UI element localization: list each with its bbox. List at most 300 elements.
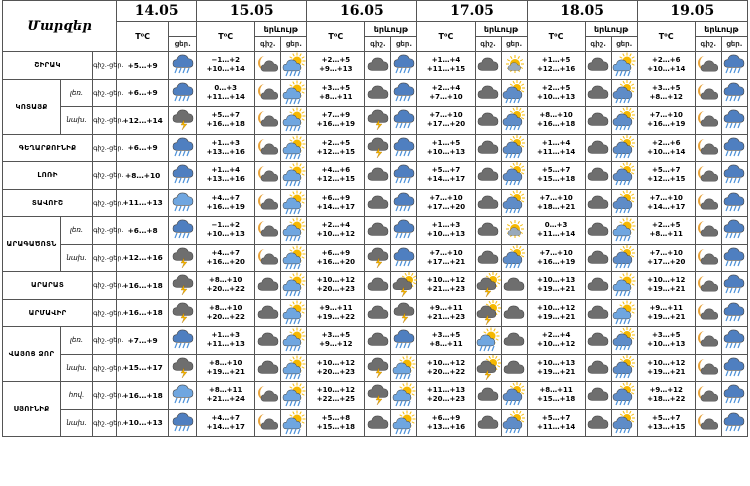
thunderstorm-icon [169,299,197,327]
day-header: ցեր. [169,37,197,52]
temp-header: T⁰C [527,22,585,52]
night-temp: +6…+9 [431,413,461,422]
temperature-cell [417,244,475,272]
day-temp: +16…+19 [316,120,355,129]
temperature-cell [417,107,475,135]
night-temp: +8…+10 [539,111,573,120]
sun-rain-icon [611,354,637,382]
cloud-icon [585,107,611,135]
day-temp: +12…+15 [316,175,355,184]
temperature-cell [527,272,585,300]
sun-rain-icon [501,107,527,135]
rain-icon [721,52,747,80]
rain-icon [169,327,197,355]
day-temp: +8…+11 [319,92,353,101]
zone-label: լեռ. [61,217,93,245]
cloud-moon-icon [695,409,721,437]
night-temp: +2…+4 [541,331,571,340]
period-label: գիշ.-ցեր. [93,79,117,107]
day-temp: +13…+16 [206,147,245,156]
temperature-cell [307,327,365,355]
day-temp: +16…+20 [316,257,355,266]
night-temp: +11…+13 [426,386,466,395]
day-temp: +16…+19 [647,120,686,129]
cloud-icon [475,162,501,190]
weather-header: երևույթ [695,22,747,37]
cloud-icon [475,244,501,272]
day-header: ցեր. [721,37,747,52]
thunderstorm-icon [365,134,391,162]
temperature-cell [197,382,255,410]
region-name: ՎԱՅՈՑ ՁՈՐ [3,327,61,382]
temperature-cell: +6…+9 [117,134,169,162]
sun-rain-icon [611,189,637,217]
temperature-cell: +12…+16 [117,244,169,272]
temperature-cell [527,217,585,245]
night-temp: +1…+3 [431,221,461,230]
cloud-icon [365,217,391,245]
temperature-cell [307,299,365,327]
night-temp: +7…+10 [429,193,463,202]
temperature-cell [307,162,365,190]
day-temp: +8…+11 [429,340,463,349]
night-temp: +4…+6 [321,166,351,175]
temp-header: T⁰C [417,22,475,52]
rain-icon [169,134,197,162]
night-temp: +3…+5 [431,331,461,340]
temperature-cell: +10…+13 [117,409,169,437]
thunderstorm-icon [169,272,197,300]
day-temp: +16…+20 [206,257,245,266]
partly-cloudy-icon [281,52,307,80]
day-temp: +20…+23 [316,367,355,376]
day-temp: +16…+18 [206,120,245,129]
partly-cloudy-icon [281,134,307,162]
weather-header: երևույթ [365,22,417,37]
night-temp: +4…+7 [211,413,240,422]
night-temp: +7…+10 [539,193,573,202]
period-label: գիշ.-ցեր. [93,189,117,217]
thunderstorm-icon [365,244,391,272]
day-temp: +13…+15 [647,422,686,431]
night-temp: +5…+7 [541,413,571,422]
cloud-icon [501,299,527,327]
sun-rain-icon [501,244,527,272]
temperature-cell: +16…+18 [117,272,169,300]
temperature-cell [527,382,585,410]
day-temp: +10…+12 [536,340,576,349]
temp-header: T⁰C [307,22,365,52]
temperature-cell [197,134,255,162]
night-temp: +7…+10 [539,248,573,257]
temperature-cell [527,79,585,107]
cloud-icon [585,52,611,80]
period-label: գիշ.-ցեր. [93,327,117,355]
temperature-cell [637,382,695,410]
rain-icon [391,79,417,107]
night-temp: +5…+7 [431,166,461,175]
cloud-icon [585,354,611,382]
temperature-cell [307,52,365,80]
night-temp: +7…+10 [429,111,463,120]
cloud-moon-icon [695,354,721,382]
partly-cloudy-icon [611,217,637,245]
day-temp: +10…+13 [426,147,466,156]
day-temp: +13…+16 [206,175,245,184]
temperature-cell [417,272,475,300]
day-temp: +9…+13 [319,65,353,74]
day-temp: +11…+14 [536,230,576,239]
temperature-cell [307,79,365,107]
period-label: գիշ.-ցեր. [93,272,117,300]
day-temp: +17…+20 [426,120,466,129]
partly-cloudy-icon [611,272,637,300]
day-temp: +13…+16 [426,422,466,431]
temperature-cell [197,299,255,327]
temperature-cell [527,189,585,217]
cloud-moon-icon [695,217,721,245]
rain-icon [721,79,747,107]
temperature-cell [417,217,475,245]
night-temp: +5…+8 [321,413,351,422]
date-header: 14.05 [117,1,197,22]
weather-header: երևույթ [475,22,527,37]
cloud-moon-icon [255,382,281,410]
weather-header: երևույթ [255,22,307,37]
temperature-cell [197,244,255,272]
temperature-cell [417,134,475,162]
date-header: 15.05 [197,1,307,22]
day-header: ցեր. [611,37,637,52]
day-temp: +19…+21 [536,367,576,376]
night-temp: +3…+5 [321,331,351,340]
temperature-cell [307,382,365,410]
cloud-icon [501,354,527,382]
cloud-icon [475,134,501,162]
night-temp: +2…+5 [541,83,571,92]
temperature-cell [197,217,255,245]
rain-icon [391,107,417,135]
partly-cloudy-icon [281,354,307,382]
sun-rain-icon [611,244,637,272]
cloud-icon [585,217,611,245]
night-temp: +1…+4 [541,138,571,147]
day-temp: +22…+25 [316,395,355,404]
temperature-cell [637,354,695,382]
day-temp: +17…+20 [426,202,466,211]
weather-header: երևույթ [585,22,637,37]
partly-cloudy-icon [281,162,307,190]
temperature-cell [637,244,695,272]
sun-thunderstorm-icon [391,272,417,300]
day-temp: +11…+14 [536,147,576,156]
night-temp: +8…+10 [209,303,243,312]
day-temp: +18…+21 [536,202,576,211]
cloud-moon-icon [695,107,721,135]
region-name: ՇԻՐԱԿ [3,52,93,80]
temperature-cell [637,299,695,327]
partly-cloudy-icon [281,189,307,217]
day-temp: +14…+17 [426,175,466,184]
cloud-moon-icon [695,134,721,162]
rain-icon [721,107,747,135]
temperature-cell [637,107,695,135]
day-temp: +10…+14 [206,65,245,74]
temperature-cell [527,244,585,272]
night-temp: +5…+7 [541,166,571,175]
sun-rain-icon [611,162,637,190]
cloud-icon [585,244,611,272]
zone-label: նախ. [61,107,93,135]
temperature-cell [527,354,585,382]
temperature-cell [637,79,695,107]
night-temp: +10…+12 [647,276,686,285]
temperature-cell: +7…+9 [117,327,169,355]
day-temp: +15…+18 [536,395,576,404]
sun-rain-icon [501,134,527,162]
cloud-icon [585,409,611,437]
temperature-cell [307,244,365,272]
cloud-moon-icon [695,382,721,410]
day-temp: +10…+14 [647,65,686,74]
temperature-cell [417,79,475,107]
rain-icon [169,217,197,245]
cloud-icon [501,272,527,300]
day-temp: +21…+23 [426,312,466,321]
thunderstorm-icon [365,354,391,382]
temperature-cell [527,162,585,190]
day-temp: +14…+17 [206,422,245,431]
cloud-icon [365,162,391,190]
temperature-cell [197,189,255,217]
sun-icon [501,52,527,80]
night-header: գիշ. [585,37,611,52]
sun-rain-icon [611,382,637,410]
rain-icon [721,162,747,190]
day-temp: +10…+12 [316,230,355,239]
rain-icon [721,217,747,245]
rain-icon [391,134,417,162]
night-temp: +8…+11 [209,386,243,395]
zone-label: լեռ. [61,327,93,355]
temperature-cell [527,299,585,327]
night-temp: +8…+10 [209,276,243,285]
cloud-icon [365,79,391,107]
cloud-moon-icon [255,162,281,190]
cloud-moon-icon [255,107,281,135]
day-temp: +15…+18 [316,422,355,431]
night-temp: +3…+5 [321,83,351,92]
thunderstorm-icon [365,382,391,410]
day-temp: +18…+22 [647,395,686,404]
cloud-icon [475,409,501,437]
night-temp: +8…+10 [209,358,243,367]
temperature-cell [417,189,475,217]
day-temp: +9…+12 [319,340,353,349]
cloud-icon [585,327,611,355]
temp-header: T⁰C [197,22,255,52]
night-temp: +2…+4 [321,221,351,230]
day-temp: +10…+13 [647,340,686,349]
night-temp: +3…+5 [651,83,681,92]
cloud-icon [585,189,611,217]
period-label: գիշ.-ցեր. [93,382,117,410]
rain-icon [721,134,747,162]
cloud-icon [585,162,611,190]
day-temp: +16…+19 [536,257,576,266]
region-name: ԱՐՄԱՎԻՐ [3,299,93,327]
temperature-cell: +5…+9 [117,52,169,80]
night-temp: +2…+5 [651,221,681,230]
day-temp: +20…+22 [206,312,245,321]
temperature-cell [417,409,475,437]
day-temp: +19…+21 [536,285,576,294]
temperature-cell [197,52,255,80]
sun-rain-icon [611,327,637,355]
cloud-rain-icon [169,189,197,217]
temperature-cell [197,79,255,107]
cloud-moon-icon [695,79,721,107]
night-temp: +7…+10 [649,111,683,120]
sun-rain-icon [501,382,527,410]
temperature-cell [307,189,365,217]
night-temp: +10…+13 [536,276,576,285]
partly-cloudy-icon [281,244,307,272]
cloud-icon [365,52,391,80]
period-label: գիշ.-ցեր. [93,409,117,437]
rain-icon [169,162,197,190]
temperature-cell: +16…+18 [117,382,169,410]
partly-cloudy-icon [475,327,501,355]
night-temp: +10…+12 [316,276,355,285]
night-temp: +5…+7 [211,111,240,120]
cloud-icon [255,327,281,355]
rain-icon [721,354,747,382]
night-temp: +9…+11 [649,303,683,312]
day-header: ցեր. [501,37,527,52]
day-temp: +10…+13 [426,230,466,239]
night-temp: +2…+5 [321,56,351,65]
night-temp: +1…+4 [431,56,461,65]
cloud-moon-icon [695,299,721,327]
temperature-cell [527,52,585,80]
temperature-cell [307,354,365,382]
night-temp: +10…+12 [316,358,355,367]
night-temp: +2…+6 [651,56,681,65]
rain-icon [721,272,747,300]
rain-icon [721,382,747,410]
thunderstorm-icon [391,299,417,327]
temperature-cell [417,52,475,80]
cloud-icon [255,354,281,382]
cloud-icon [475,382,501,410]
temp-header: T⁰C [117,22,169,52]
night-temp: +9…+11 [319,303,353,312]
day-temp: +10…+13 [206,230,245,239]
night-temp: +1…+4 [211,166,240,175]
night-temp: 0…+3 [214,83,238,92]
period-label: գիշ.-ցեր. [93,299,117,327]
sun-rain-icon [501,409,527,437]
temperature-cell [197,272,255,300]
cloud-icon [365,327,391,355]
regions-header: Մարզեր [3,1,117,52]
temperature-cell [307,134,365,162]
night-temp: +4…+7 [211,248,240,257]
partly-cloudy-icon [611,52,637,80]
cloud-icon [255,272,281,300]
zone-label: լեռ. [61,79,93,107]
temperature-cell [527,107,585,135]
rain-icon [391,189,417,217]
rain-icon [721,299,747,327]
region-name: ՏԱՎՈՒՇ [3,189,93,217]
cloud-icon [475,79,501,107]
thunderstorm-icon [169,354,197,382]
temperature-cell [637,272,695,300]
rain-icon [391,327,417,355]
day-temp: +19…+22 [316,312,355,321]
cloud-icon [585,272,611,300]
day-temp: +8…+12 [649,92,683,101]
period-label: գիշ.-ցեր. [93,217,117,245]
day-temp: +12…+16 [536,65,576,74]
day-temp: +20…+22 [206,285,245,294]
night-temp: +10…+12 [426,358,466,367]
temperature-cell [637,217,695,245]
cloud-icon [365,272,391,300]
cloud-icon [585,79,611,107]
region-name: ՍՅՈՒՆԻՔ [3,382,61,437]
cloud-moon-icon [255,52,281,80]
day-temp: +14…+17 [316,202,355,211]
cloud-icon [585,382,611,410]
temperature-cell: +12…+14 [117,107,169,135]
night-temp: +3…+5 [651,331,681,340]
rain-icon [721,327,747,355]
zone-label: նախ. [61,409,93,437]
temperature-cell [197,162,255,190]
night-temp: +1…+3 [211,331,240,340]
region-name: ԿՈՏԱՅՔ [3,79,61,134]
sun-rain-icon [501,189,527,217]
temperature-cell: +6…+8 [117,217,169,245]
temperature-cell: +11…+13 [117,189,169,217]
region-name: ԳԵՂԱՐՔՈՒՆԻՔ [3,134,93,162]
rain-icon [391,244,417,272]
temperature-cell: +16…+18 [117,299,169,327]
day-temp: +20…+22 [426,367,466,376]
cloud-moon-icon [255,244,281,272]
weather-header [169,22,197,37]
cloud-icon [475,107,501,135]
temperature-cell [307,272,365,300]
night-header: գիշ. [475,37,501,52]
rain-icon [391,52,417,80]
partly-cloudy-icon [391,354,417,382]
day-temp: +10…+13 [536,92,576,101]
day-temp: +21…+24 [206,395,245,404]
partly-cloudy-icon [281,272,307,300]
temperature-cell [637,327,695,355]
temperature-cell [307,107,365,135]
day-temp: +20…+23 [316,285,355,294]
night-temp: +9…+12 [649,386,683,395]
night-temp: +9…+11 [429,303,463,312]
cloud-icon [585,299,611,327]
night-temp: +2…+6 [651,138,681,147]
night-temp: −1…+2 [211,56,240,65]
